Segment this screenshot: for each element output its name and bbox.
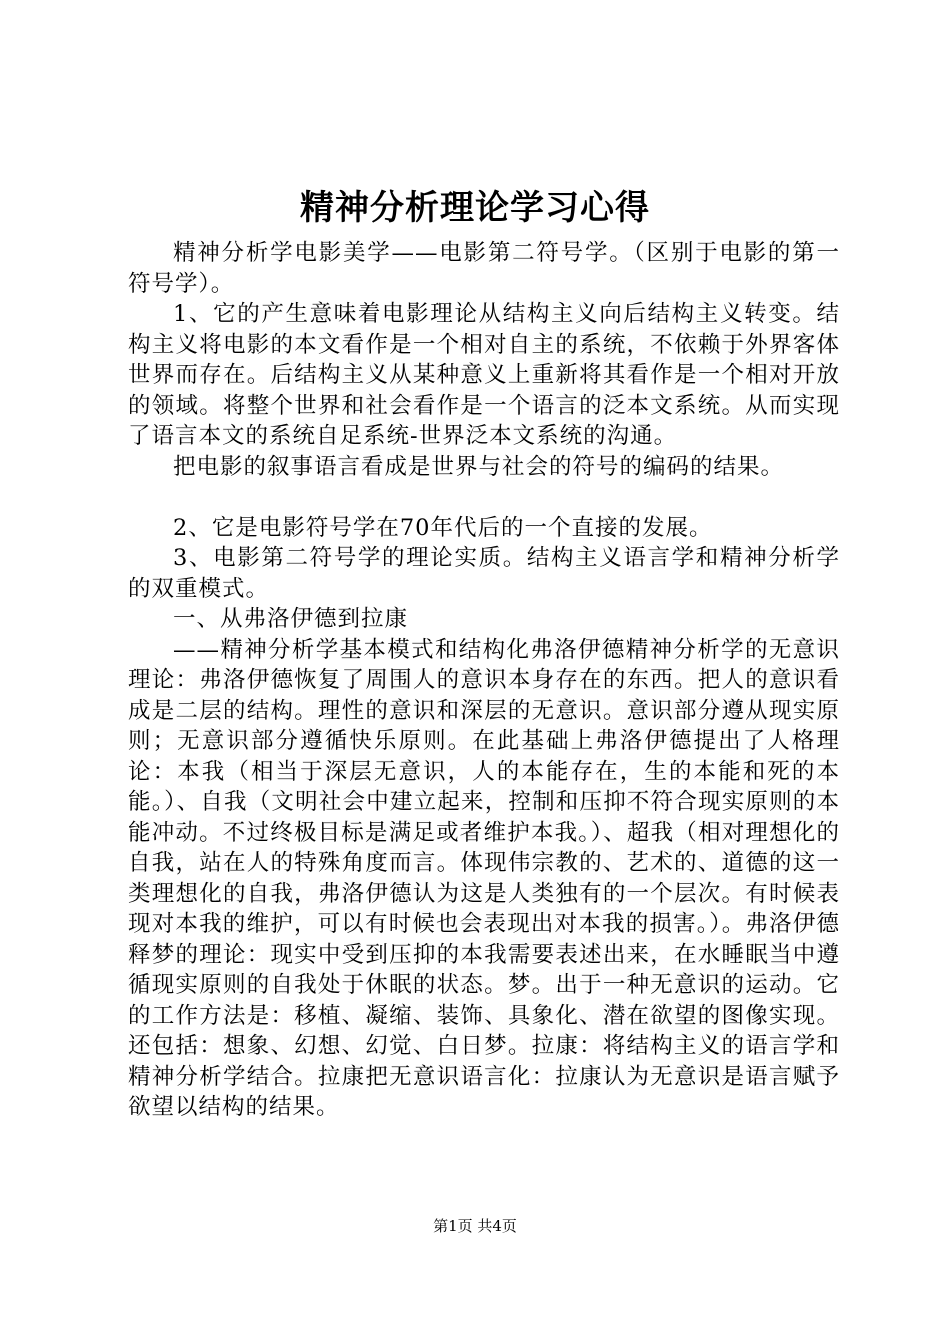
page-number-footer: 第1页 共4页 — [433, 1217, 517, 1235]
paragraph-psychoanalysis-model: ——精神分析学基本模式和结构化弗洛伊德精神分析学的无意识理论：弗洛伊德恢复了周围人的意识本身存在的东西。把人的意识看成是二层的结构。理性的意识和深层的无意识。意识部分遵从现实原则；无意识部分遵循快乐原则。在此基础上弗洛伊德提出了人格理论：本我（相当于深层无意识，人的本能存在，生的本能和死的本能。）、自我（文明社会中建立起来，控制和压抑不符合现实原则的本能冲动。不过终极目标是满足或者维护本我。）、超我（相对理想化的自我，站在人的特殊角度而言。体现伟宗教的、艺术的、道德的这一类理想化的自我，弗洛伊德认为这是人类独有的一个层次。有时候表现对本我的维护，可以有时候也会表现出对本我的损害。）。弗洛伊德释梦的理论：现实中受到压抑的本我需要表述出来，在水睡眠当中遵循现实原则的自我处于休眠的状态。梦。出于一种无意识的运动。它的工作方法是：移植、凝缩、装饰、具象化、潜在欲望的图像实现。还包括：想象、幻想、幻觉、白日梦。拉康：将结构主义的语言学和精神分析学结合。拉康把无意识语言化：拉康认为无意识是语言赋予欲望以结构的结果。 — [128, 636, 840, 1120]
section-heading-freud-lacan: 一、从弗洛伊德到拉康 — [173, 606, 409, 632]
document-title: 精神分析理论学习心得 — [300, 188, 650, 228]
paragraph-point-2: 2、它是电影符号学在70年代后的一个直接的发展。 — [173, 514, 713, 541]
paragraph-point-1: 1、它的产生意味着电影理论从结构主义向后结构主义转变。结构主义将电影的本文看作是一个相对自主的系统，不依赖于外界客体世界而存在。后结构主义从某种意义上重新将其看作是一个相对开放的领域。将整个世界和社会看作是一个语言的泛本文系统。从而实现了语言本文的系统自足系统-世界泛本文系统的沟通。 — [128, 301, 840, 449]
paragraph-intro: 精神分析学电影美学——电影第二符号学。（区别于电影的第一符号学）。 — [128, 240, 840, 297]
paragraph-narrative-language: 把电影的叙事语言看成是世界与社会的符号的编码的结果。 — [173, 453, 785, 480]
paragraph-point-3: 3、电影第二符号学的理论实质。结构主义语言学和精神分析学的双重模式。 — [128, 545, 840, 602]
document-body — [128, 238, 840, 1123]
